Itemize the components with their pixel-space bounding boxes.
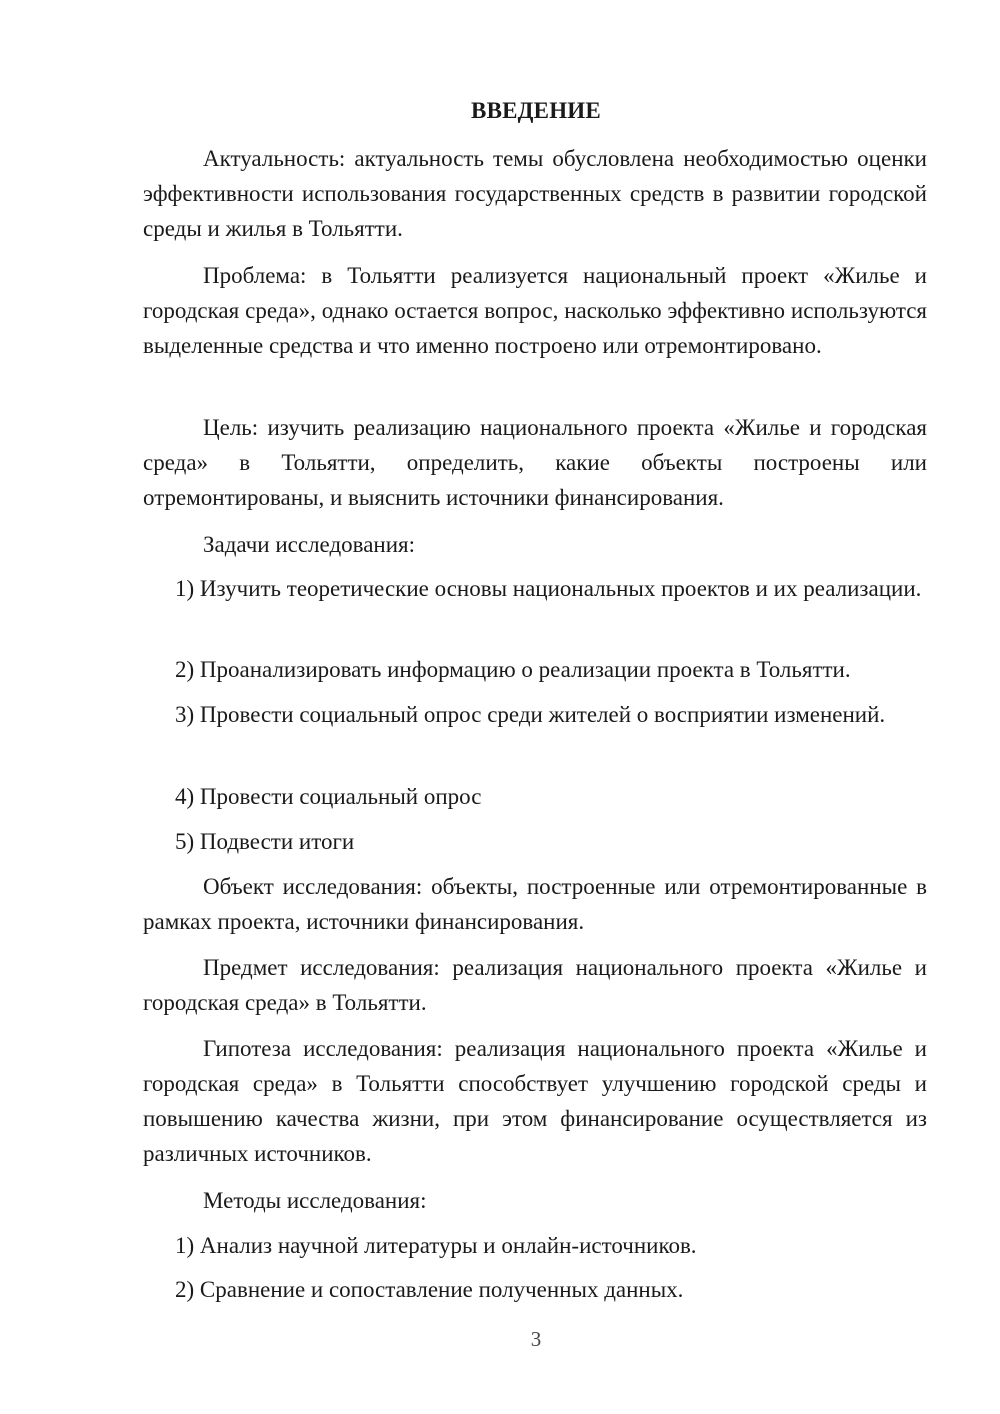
paragraph-relevance: Актуальность: актуальность темы обусловлена необходимостью оценки эффективности использования государственных средств в развитии городской среды и жилья в Тольятти. (143, 146, 927, 241)
paragraph-problem: Проблема: в Тольятти реализуется национальный проект «Жилье и городская среда», однако остается вопрос, насколько эффективно используются выделенные средства и что именно построено или отремонтировано. (143, 263, 927, 358)
paragraph-object: Объект исследования: объекты, построенные или отремонтированные в рамках проекта, источники финансирования. (143, 874, 927, 934)
list-item-task-1: 1) Изучить теоретические основы национальных проектов и их реализации. (175, 576, 922, 601)
list-item-task-5: 5) Подвести итоги (175, 829, 355, 854)
paragraph-goal: Цель: изучить реализацию национального проекта «Жилье и городская среда» в Тольятти, определить, какие объекты построены или отремонтированы, и выяснить источники финансирования. (143, 415, 927, 510)
list-item-task-2: 2) Проанализировать информацию о реализации проекта в Тольятти. (175, 657, 851, 682)
list-item-task-3: 3) Провести социальный опрос среди жителей о восприятии изменений. (175, 702, 886, 727)
page-number: 3 (530, 1327, 542, 1351)
list-item-task-4: 4) Провести социальный опрос (175, 784, 482, 809)
paragraph-subject: Предмет исследования: реализация национального проекта «Жилье и городская среда» в Тольятти. (143, 955, 927, 1015)
section-title: ВВЕДЕНИЕ (471, 98, 601, 123)
paragraph-hypothesis: Гипотеза исследования: реализация национального проекта «Жилье и городская среда» в Тольятти способствует улучшению городской среды и повышению качества жизни, при этом финансирование осуществляется из различных источников. (143, 1036, 927, 1166)
list-item-method-1: 1) Анализ научной литературы и онлайн-источников. (175, 1233, 697, 1258)
paragraph-methods-heading: Методы исследования: (203, 1188, 427, 1213)
list-item-method-2: 2) Сравнение и сопоставление полученных данных. (175, 1277, 684, 1302)
paragraph-tasks-heading: Задачи исследования: (203, 532, 416, 557)
